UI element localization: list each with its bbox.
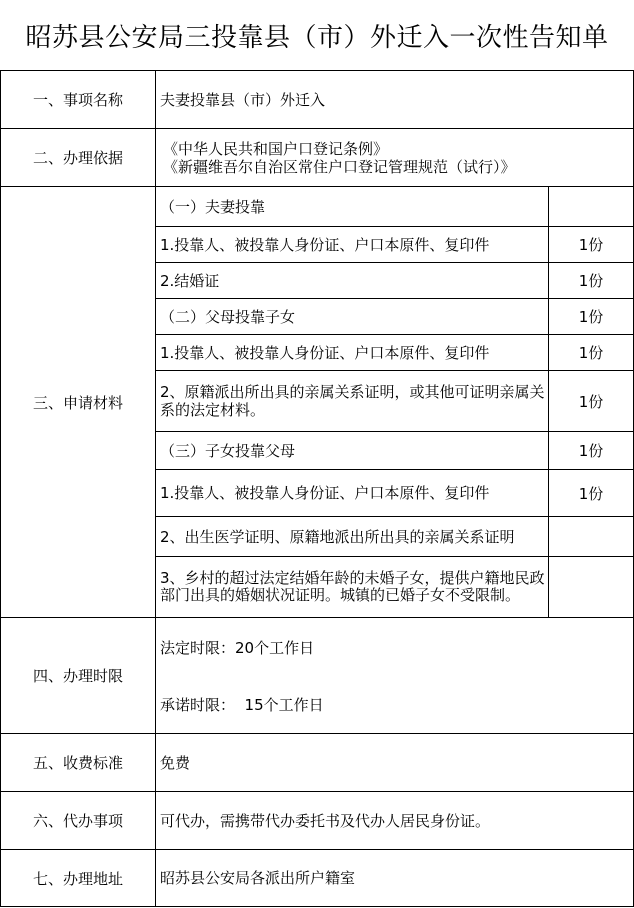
value-address: 昭苏县公安局各派出所户籍室 bbox=[160, 869, 356, 887]
material-item: 1.投靠人、被投靠人身份证、户口本原件、复印件 bbox=[160, 484, 490, 502]
material-item: 1.投靠人、被投靠人身份证、户口本原件、复印件 bbox=[160, 343, 490, 362]
statutory-time-limit: 法定时限：20个工作日 bbox=[160, 639, 315, 657]
material-item: （二）父母投靠子女 bbox=[160, 307, 296, 326]
label-proxy: 六、代办事项 bbox=[32, 812, 123, 830]
material-qty: 1份 bbox=[578, 344, 604, 362]
table-border-bottom bbox=[0, 906, 634, 907]
material-item: 2、原籍派出所出具的亲属关系证明，或其他可证明亲属关系的法定材料。 bbox=[160, 383, 545, 419]
material-qty: 1份 bbox=[578, 272, 604, 290]
label-address: 七、办理地址 bbox=[32, 869, 123, 888]
value-item-name: 夫妻投靠县（市）外迁入 bbox=[160, 90, 326, 109]
page-title: 昭苏县公安局三投靠县（市）外迁入一次性告知单 bbox=[25, 22, 609, 53]
material-item: 1.投靠人、被投靠人身份证、户口本原件、复印件 bbox=[160, 235, 490, 254]
material-item: （一）夫妻投靠 bbox=[160, 197, 266, 216]
material-qty: 1份 bbox=[578, 236, 604, 254]
material-qty: 1份 bbox=[578, 392, 604, 411]
promised-time-limit: 承诺时限： 15个工作日 bbox=[160, 695, 324, 714]
value-proxy: 可代办，需携带代办委托书及代办人居民身份证。 bbox=[160, 811, 491, 830]
label-column-divider bbox=[155, 70, 156, 907]
material-qty bbox=[549, 187, 633, 226]
value-fee: 免费 bbox=[160, 753, 191, 772]
material-item: 2、出生医学证明、原籍地派出所出具的亲属关系证明 bbox=[160, 527, 515, 546]
value-basis bbox=[163, 129, 516, 186]
material-item: 3、乡村的超过法定结婚年龄的未婚子女，提供户籍地民政部门出具的婚姻状况证明。城镇的已婚子女不受限制。 bbox=[160, 569, 545, 604]
material-qty bbox=[549, 517, 633, 556]
label-basis: 二、办理依据 bbox=[32, 149, 123, 167]
label-item-name: 一、事项名称 bbox=[32, 91, 123, 109]
basis-line: 《新疆维吾尔自治区常住户口登记管理规范（试行）》 bbox=[163, 157, 516, 176]
label-fee: 五、收费标准 bbox=[32, 754, 123, 772]
material-qty: 1份 bbox=[578, 308, 604, 326]
material-qty: 1份 bbox=[578, 484, 604, 503]
label-time-limit: 四、办理时限 bbox=[32, 667, 123, 685]
material-item: （三）子女投靠父母 bbox=[160, 441, 296, 460]
material-qty: 1份 bbox=[578, 442, 604, 460]
material-item: 2.结婚证 bbox=[160, 271, 220, 290]
basis-line: 《中华人民共和国户口登记条例》 bbox=[163, 139, 389, 158]
label-materials: 三、申请材料 bbox=[32, 393, 123, 412]
material-qty bbox=[549, 557, 633, 617]
